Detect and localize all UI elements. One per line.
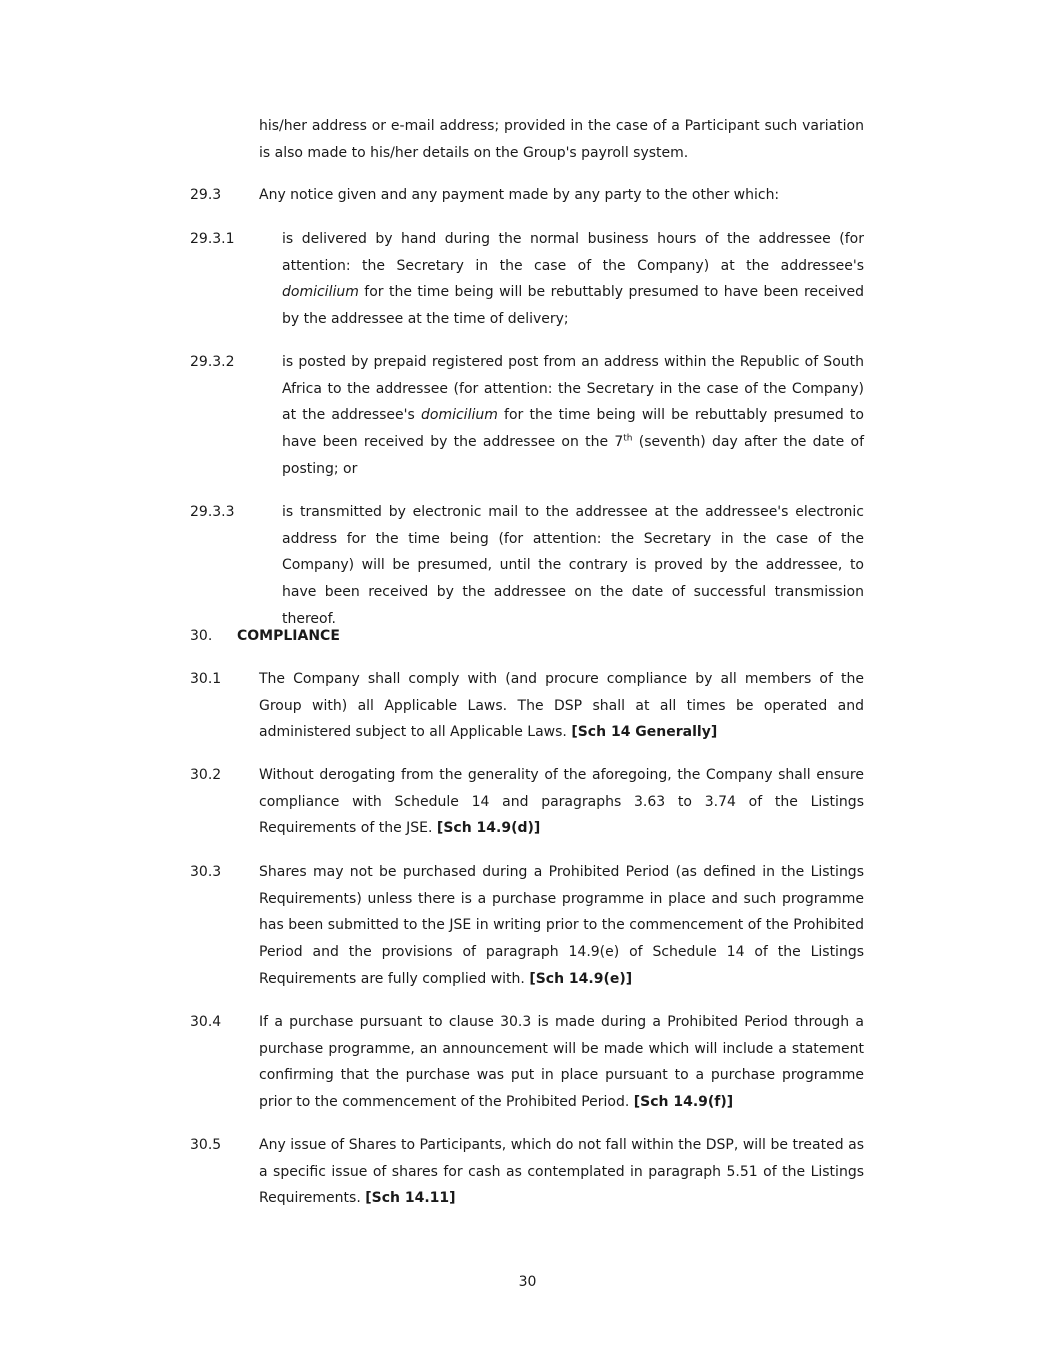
clause-text-part: is delivered by hand during the normal business hours of the addressee (for attention: the Secretary in the case of the Company) at the addressee's	[282, 231, 864, 274]
clause-text-part: (seventh) day after the date of posting; or	[282, 434, 865, 477]
clause-text-part: for the time being will be rebuttably presumed to have been received by the addressee on the 7	[282, 407, 864, 451]
clause-number: 29.3.3	[190, 504, 235, 520]
schedule-reference: [Sch 14 Generally]	[571, 724, 718, 741]
clause-number: 29.3.1	[190, 231, 235, 247]
clause-text: Any notice given and any payment made by any party to the other which:	[259, 187, 780, 203]
schedule-reference: [Sch 14.9(f)]	[633, 1094, 734, 1111]
clause-text: is transmitted by electronic mail to the addressee at the addressee's electronic address for the time being (for attention: the Secretary in the case of the Company) will be presumed, until the contrary is proved by the addressee, to have been received by the addressee on the date of successful transmission thereof.	[282, 504, 864, 627]
clause-text-part: Without derogating from the generality of the aforegoing, the Company shall ensure compliance with Schedule 14 and paragraphs 3.63 to 3.74 of the Listings Requirements of the JSE.	[259, 767, 864, 837]
clause-text-part: for the time being will be rebuttably presumed to have been received by the addressee at the time of delivery;	[282, 284, 864, 328]
schedule-reference: [Sch 14.9(d)]	[436, 820, 541, 837]
clause-text-part: Shares may not be purchased during a Prohibited Period (as defined in the Listings Requirements) unless there is a purchase programme in place and such programme has been submitted to the JSE in writing prior to the commencement of the Prohibited Period and the provisions of paragraph 14.9(e) of Schedule 14 of the Listings Requirements are fully complied with.	[259, 864, 864, 987]
clause-text	[259, 1009, 864, 1116]
clause-number: 30.5	[190, 1137, 222, 1153]
clause-number: 30.1	[190, 671, 222, 687]
italic-term: domicilium	[282, 284, 359, 301]
section-number: 30.	[190, 628, 213, 644]
clause-text	[282, 226, 864, 333]
page-number: 30	[518, 1274, 537, 1290]
schedule-reference: [Sch 14.11]	[365, 1190, 456, 1207]
clause-text	[282, 349, 864, 483]
clause-number: 29.3.2	[190, 354, 235, 370]
clause-number: 30.4	[190, 1014, 222, 1030]
clause-text-part: If a purchase pursuant to clause 30.3 is made during a Prohibited Period through a purchase programme, an announcement will be made which will include a statement confirming that the purchase was put in place pursuant to a purchase programme prior to the commencement of the Prohibited Period.	[259, 1014, 864, 1111]
section-title: COMPLIANCE	[237, 628, 340, 644]
clause-number: 30.3	[190, 864, 222, 880]
clause-text-part: Any issue of Shares to Participants, which do not fall within the DSP, will be treated as a specific issue of shares for cash as contemplated in paragraph 5.51 of the Listings Requirements.	[259, 1137, 864, 1207]
clause-text-part: is posted by prepaid registered post from an address within the Republic of South Africa to the addressee (for attention: the Secretary in the case of the Company) at the addressee's	[282, 354, 864, 424]
clause-number: 30.2	[190, 767, 222, 783]
continuation-paragraph: his/her address or e-mail address; provided in the case of a Participant such variation is also made to his/her details on the Group's payroll system.	[259, 118, 864, 161]
clause-text	[259, 666, 864, 746]
schedule-reference: [Sch 14.9(e)]	[529, 970, 633, 987]
italic-term: domicilium	[421, 407, 498, 424]
clause-number: 29.3	[190, 187, 222, 203]
clause-text	[259, 762, 864, 842]
ordinal-superscript: th	[623, 433, 633, 444]
clause-text-part: The Company shall comply with (and procure compliance by all members of the Group with) all Applicable Laws. The DSP shall at all times be operated and administered subject to all Applicable Laws.	[259, 671, 864, 741]
clause-text	[259, 1132, 864, 1212]
clause-text	[259, 859, 864, 993]
